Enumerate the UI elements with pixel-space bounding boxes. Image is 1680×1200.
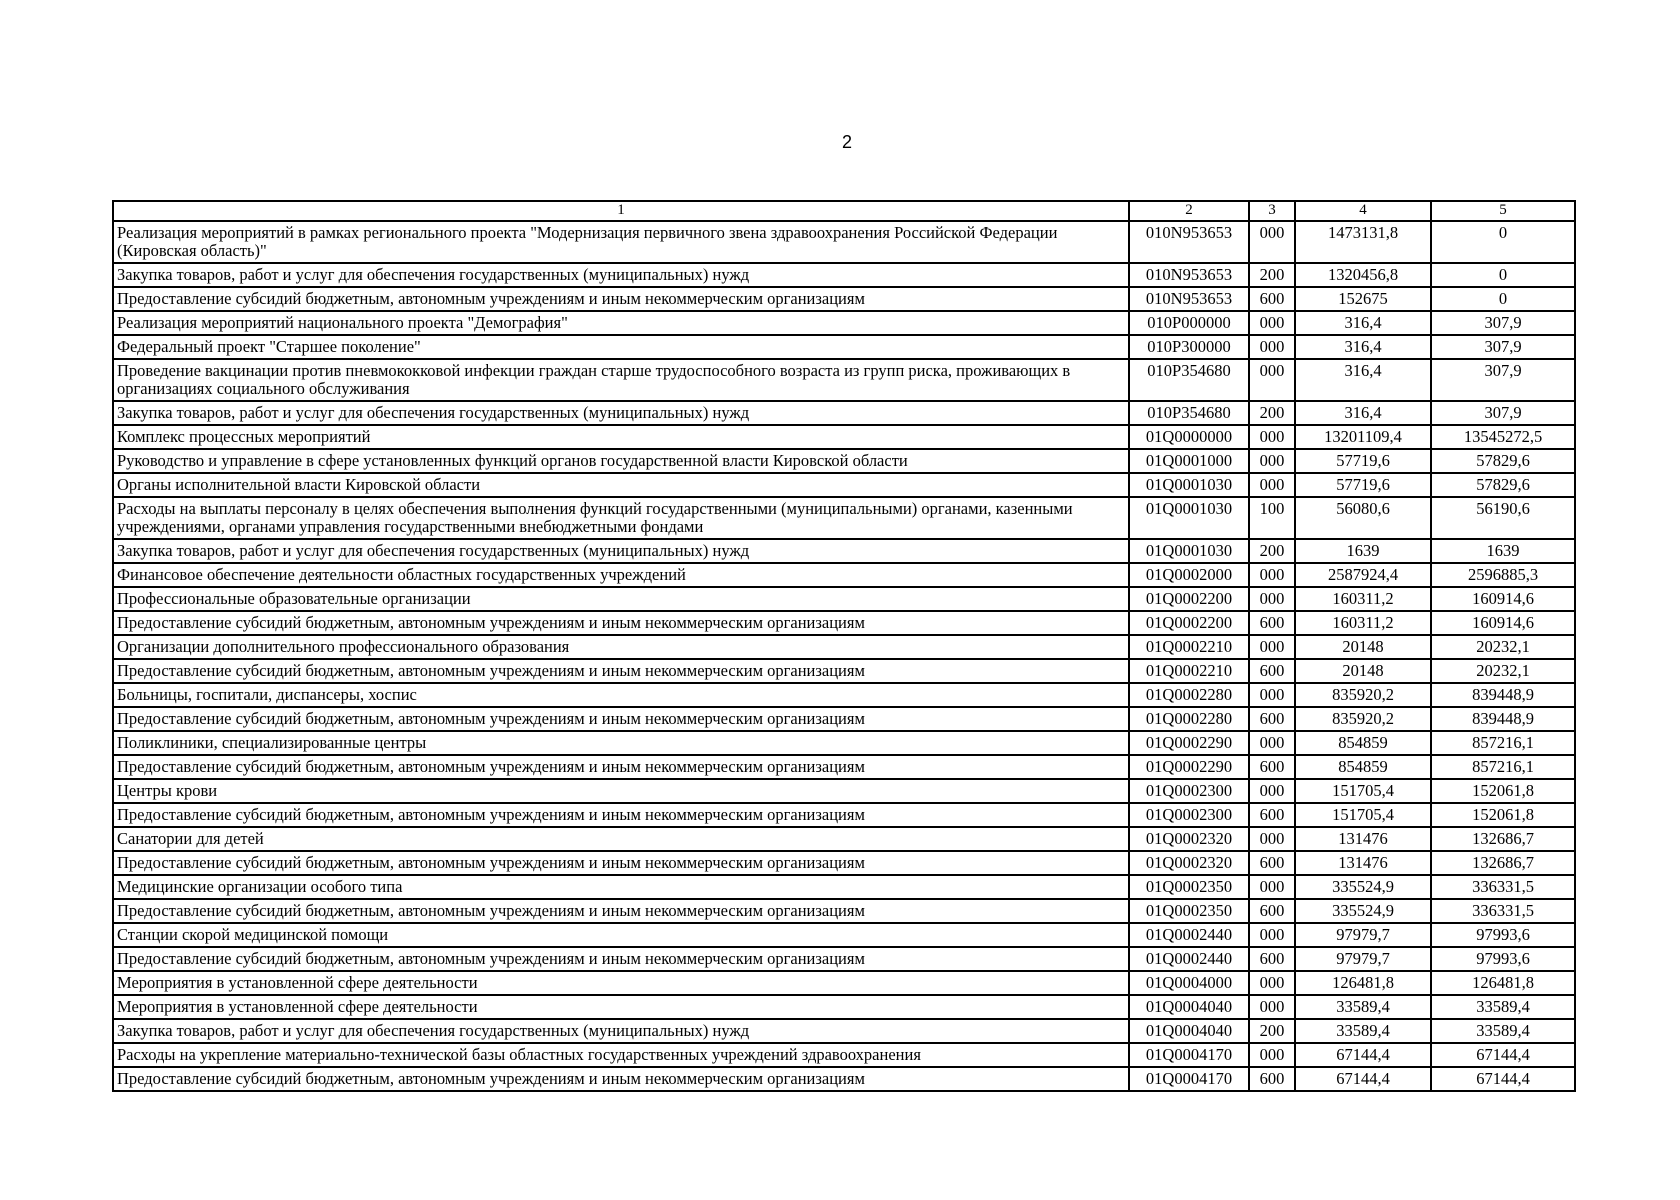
row-code-cell: 01Q0002290 [1129,731,1249,755]
row-value-year1-cell: 335524,9 [1295,899,1431,923]
table-row [113,851,1575,875]
table-row [113,899,1575,923]
row-name-cell: Мероприятия в установленной сфере деятельности [113,995,1129,1019]
row-value-year1-cell: 20148 [1295,659,1431,683]
row-code-cell: 01Q0004040 [1129,1019,1249,1043]
row-value-year2-cell: 126481,8 [1431,971,1575,995]
row-name-cell: Органы исполнительной власти Кировской области [113,473,1129,497]
row-value-year2-cell: 0 [1431,263,1575,287]
row-value-year2-cell: 336331,5 [1431,875,1575,899]
row-code-cell: 01Q0002290 [1129,755,1249,779]
row-expense-type-cell: 000 [1249,359,1295,401]
row-value-year1-cell: 131476 [1295,851,1431,875]
row-value-year2-cell: 336331,5 [1431,899,1575,923]
table-row [113,335,1575,359]
row-value-year2-cell: 857216,1 [1431,755,1575,779]
row-code-cell: 01Q0001000 [1129,449,1249,473]
row-value-year1-cell: 151705,4 [1295,803,1431,827]
row-name-cell: Федеральный проект "Старшее поколение" [113,335,1129,359]
table-row [113,779,1575,803]
row-value-year1-cell: 1473131,8 [1295,221,1431,263]
row-name-cell: Санатории для детей [113,827,1129,851]
row-expense-type-cell: 100 [1249,497,1295,539]
row-code-cell: 01Q0004170 [1129,1043,1249,1067]
row-value-year2-cell: 33589,4 [1431,1019,1575,1043]
row-name-cell: Предоставление субсидий бюджетным, автономным учреждениям и иным некоммерческим организациям [113,899,1129,923]
page-number: 2 [841,132,852,152]
row-code-cell: 010P354680 [1129,401,1249,425]
row-expense-type-cell: 600 [1249,755,1295,779]
row-value-year2-cell: 152061,8 [1431,779,1575,803]
row-name-cell: Расходы на выплаты персоналу в целях обеспечения выполнения функций государственными (муниципальными) органами, казенными учреждениями, органами управления государственными внебюджетными фондами [113,497,1129,539]
table-row [113,731,1575,755]
table-row [113,563,1575,587]
row-value-year2-cell: 160914,6 [1431,587,1575,611]
row-expense-type-cell: 600 [1249,899,1295,923]
row-expense-type-cell: 600 [1249,659,1295,683]
table-row [113,659,1575,683]
table-row [113,287,1575,311]
row-value-year2-cell: 160914,6 [1431,611,1575,635]
row-expense-type-cell: 000 [1249,311,1295,335]
column-header: 1 [113,201,1129,221]
row-value-year2-cell: 97993,6 [1431,947,1575,971]
table-row [113,401,1575,425]
table-row [113,473,1575,497]
row-value-year1-cell: 151705,4 [1295,779,1431,803]
row-value-year2-cell: 67144,4 [1431,1067,1575,1091]
row-code-cell: 01Q0000000 [1129,425,1249,449]
row-value-year2-cell: 0 [1431,221,1575,263]
table-row [113,803,1575,827]
row-code-cell: 010P354680 [1129,359,1249,401]
row-code-cell: 01Q0002280 [1129,683,1249,707]
row-name-cell: Предоставление субсидий бюджетным, автономным учреждениям и иным некоммерческим организациям [113,1067,1129,1091]
row-code-cell: 01Q0001030 [1129,497,1249,539]
table-row [113,827,1575,851]
row-expense-type-cell: 000 [1249,995,1295,1019]
row-expense-type-cell: 200 [1249,401,1295,425]
row-value-year1-cell: 160311,2 [1295,611,1431,635]
row-expense-type-cell: 000 [1249,683,1295,707]
row-value-year1-cell: 33589,4 [1295,1019,1431,1043]
row-expense-type-cell: 000 [1249,923,1295,947]
row-code-cell: 01Q0004040 [1129,995,1249,1019]
row-value-year2-cell: 57829,6 [1431,473,1575,497]
row-expense-type-cell: 000 [1249,563,1295,587]
table-row [113,425,1575,449]
row-name-cell: Реализация мероприятий в рамках регионального проекта "Модернизация первичного звена здравоохранения Российской Федерации (Кировская область)" [113,221,1129,263]
row-name-cell: Мероприятия в установленной сфере деятельности [113,971,1129,995]
table-row [113,755,1575,779]
table-row [113,359,1575,401]
row-expense-type-cell: 600 [1249,707,1295,731]
row-name-cell: Комплекс процессных мероприятий [113,425,1129,449]
row-expense-type-cell: 600 [1249,803,1295,827]
row-name-cell: Реализация мероприятий национального проекта "Демография" [113,311,1129,335]
row-name-cell: Закупка товаров, работ и услуг для обеспечения государственных (муниципальных) нужд [113,1019,1129,1043]
row-expense-type-cell: 000 [1249,587,1295,611]
row-code-cell: 01Q0002440 [1129,923,1249,947]
row-code-cell: 01Q0002440 [1129,947,1249,971]
row-code-cell: 01Q0002300 [1129,803,1249,827]
row-value-year2-cell: 152061,8 [1431,803,1575,827]
row-expense-type-cell: 600 [1249,851,1295,875]
row-value-year1-cell: 835920,2 [1295,683,1431,707]
row-value-year1-cell: 1320456,8 [1295,263,1431,287]
table-row [113,971,1575,995]
row-value-year1-cell: 57719,6 [1295,449,1431,473]
row-value-year1-cell: 131476 [1295,827,1431,851]
row-name-cell: Расходы на укрепление материально-технической базы областных государственных учреждений здравоохранения [113,1043,1129,1067]
row-code-cell: 01Q0002320 [1129,851,1249,875]
row-expense-type-cell: 600 [1249,611,1295,635]
row-expense-type-cell: 000 [1249,635,1295,659]
row-value-year2-cell: 57829,6 [1431,449,1575,473]
table-header-row [113,201,1575,221]
table-row [113,635,1575,659]
row-value-year1-cell: 97979,7 [1295,923,1431,947]
row-value-year2-cell: 67144,4 [1431,1043,1575,1067]
row-value-year1-cell: 316,4 [1295,311,1431,335]
row-expense-type-cell: 600 [1249,947,1295,971]
row-name-cell: Предоставление субсидий бюджетным, автономным учреждениям и иным некоммерческим организациям [113,803,1129,827]
row-expense-type-cell: 000 [1249,971,1295,995]
column-header: 5 [1431,201,1575,221]
column-header: 3 [1249,201,1295,221]
table-row [113,587,1575,611]
table-row [113,311,1575,335]
table-row [113,221,1575,263]
row-code-cell: 01Q0002200 [1129,587,1249,611]
row-code-cell: 01Q0002320 [1129,827,1249,851]
row-value-year1-cell: 160311,2 [1295,587,1431,611]
row-name-cell: Медицинские организации особого типа [113,875,1129,899]
row-expense-type-cell: 000 [1249,335,1295,359]
row-code-cell: 01Q0001030 [1129,539,1249,563]
row-value-year1-cell: 13201109,4 [1295,425,1431,449]
row-value-year1-cell: 316,4 [1295,401,1431,425]
row-name-cell: Больницы, госпитали, диспансеры, хоспис [113,683,1129,707]
row-code-cell: 010N953653 [1129,263,1249,287]
row-value-year1-cell: 854859 [1295,755,1431,779]
row-expense-type-cell: 200 [1249,1019,1295,1043]
row-code-cell: 01Q0002210 [1129,659,1249,683]
row-name-cell: Закупка товаров, работ и услуг для обеспечения государственных (муниципальных) нужд [113,263,1129,287]
row-value-year1-cell: 316,4 [1295,359,1431,401]
row-name-cell: Предоставление субсидий бюджетным, автономным учреждениям и иным некоммерческим организациям [113,707,1129,731]
row-name-cell: Предоставление субсидий бюджетным, автономным учреждениям и иным некоммерческим организациям [113,755,1129,779]
row-expense-type-cell: 000 [1249,1043,1295,1067]
row-name-cell: Поликлиники, специализированные центры [113,731,1129,755]
row-code-cell: 01Q0002210 [1129,635,1249,659]
table-row [113,449,1575,473]
row-code-cell: 01Q0004000 [1129,971,1249,995]
row-value-year1-cell: 854859 [1295,731,1431,755]
row-name-cell: Закупка товаров, работ и услуг для обеспечения государственных (муниципальных) нужд [113,401,1129,425]
row-value-year2-cell: 2596885,3 [1431,563,1575,587]
row-value-year1-cell: 57719,6 [1295,473,1431,497]
table-row [113,995,1575,1019]
row-value-year2-cell: 839448,9 [1431,707,1575,731]
row-value-year2-cell: 857216,1 [1431,731,1575,755]
row-value-year1-cell: 835920,2 [1295,707,1431,731]
row-code-cell: 01Q0002350 [1129,899,1249,923]
table-row [113,539,1575,563]
row-value-year1-cell: 335524,9 [1295,875,1431,899]
row-name-cell: Предоставление субсидий бюджетным, автономным учреждениям и иным некоммерческим организациям [113,611,1129,635]
row-value-year2-cell: 307,9 [1431,311,1575,335]
row-name-cell: Станции скорой медицинской помощи [113,923,1129,947]
table-row [113,923,1575,947]
table-row [113,1067,1575,1091]
table-row [113,875,1575,899]
row-value-year2-cell: 20232,1 [1431,659,1575,683]
table-row [113,1043,1575,1067]
row-expense-type-cell: 000 [1249,827,1295,851]
row-code-cell: 010N953653 [1129,221,1249,263]
row-value-year2-cell: 33589,4 [1431,995,1575,1019]
row-value-year2-cell: 132686,7 [1431,851,1575,875]
table-row [113,263,1575,287]
row-name-cell: Предоставление субсидий бюджетным, автономным учреждениям и иным некоммерческим организациям [113,659,1129,683]
row-code-cell: 010P300000 [1129,335,1249,359]
row-value-year1-cell: 20148 [1295,635,1431,659]
row-expense-type-cell: 000 [1249,731,1295,755]
row-value-year2-cell: 13545272,5 [1431,425,1575,449]
row-name-cell: Финансовое обеспечение деятельности областных государственных учреждений [113,563,1129,587]
table-row [113,683,1575,707]
row-value-year2-cell: 307,9 [1431,401,1575,425]
row-name-cell: Предоставление субсидий бюджетным, автономным учреждениям и иным некоммерческим организациям [113,851,1129,875]
row-value-year1-cell: 97979,7 [1295,947,1431,971]
row-expense-type-cell: 200 [1249,539,1295,563]
row-expense-type-cell: 600 [1249,287,1295,311]
budget-table [112,200,1576,1092]
row-name-cell: Проведение вакцинации против пневмококковой инфекции граждан старше трудоспособного возраста из групп риска, проживающих в организациях социального обслуживания [113,359,1129,401]
row-value-year2-cell: 0 [1431,287,1575,311]
row-value-year1-cell: 56080,6 [1295,497,1431,539]
row-name-cell: Профессиональные образовательные организации [113,587,1129,611]
row-expense-type-cell: 000 [1249,473,1295,497]
row-code-cell: 01Q0002300 [1129,779,1249,803]
row-name-cell: Закупка товаров, работ и услуг для обеспечения государственных (муниципальных) нужд [113,539,1129,563]
row-value-year1-cell: 1639 [1295,539,1431,563]
row-value-year2-cell: 1639 [1431,539,1575,563]
table-body [113,221,1575,1091]
column-header: 4 [1295,201,1431,221]
row-value-year2-cell: 20232,1 [1431,635,1575,659]
row-value-year2-cell: 132686,7 [1431,827,1575,851]
row-value-year2-cell: 307,9 [1431,359,1575,401]
table-row [113,1019,1575,1043]
row-code-cell: 01Q0002200 [1129,611,1249,635]
row-value-year2-cell: 839448,9 [1431,683,1575,707]
row-expense-type-cell: 000 [1249,425,1295,449]
row-value-year1-cell: 2587924,4 [1295,563,1431,587]
row-expense-type-cell: 000 [1249,221,1295,263]
row-code-cell: 01Q0004170 [1129,1067,1249,1091]
table-row [113,611,1575,635]
row-name-cell: Организации дополнительного профессионального образования [113,635,1129,659]
row-value-year1-cell: 67144,4 [1295,1043,1431,1067]
row-value-year1-cell: 126481,8 [1295,971,1431,995]
row-expense-type-cell: 000 [1249,779,1295,803]
row-code-cell: 01Q0002000 [1129,563,1249,587]
row-expense-type-cell: 200 [1249,263,1295,287]
row-code-cell: 01Q0002350 [1129,875,1249,899]
row-code-cell: 010N953653 [1129,287,1249,311]
row-code-cell: 01Q0002280 [1129,707,1249,731]
row-expense-type-cell: 000 [1249,449,1295,473]
row-name-cell: Руководство и управление в сфере установленных функций органов государственной власти Кировской области [113,449,1129,473]
row-name-cell: Центры крови [113,779,1129,803]
row-expense-type-cell: 000 [1249,875,1295,899]
row-value-year2-cell: 97993,6 [1431,923,1575,947]
table-row [113,707,1575,731]
row-code-cell: 01Q0001030 [1129,473,1249,497]
row-value-year1-cell: 152675 [1295,287,1431,311]
row-name-cell: Предоставление субсидий бюджетным, автономным учреждениям и иным некоммерческим организациям [113,287,1129,311]
row-value-year2-cell: 307,9 [1431,335,1575,359]
row-expense-type-cell: 600 [1249,1067,1295,1091]
row-value-year1-cell: 67144,4 [1295,1067,1431,1091]
row-value-year2-cell: 56190,6 [1431,497,1575,539]
row-value-year1-cell: 316,4 [1295,335,1431,359]
row-value-year1-cell: 33589,4 [1295,995,1431,1019]
row-name-cell: Предоставление субсидий бюджетным, автономным учреждениям и иным некоммерческим организациям [113,947,1129,971]
table-row [113,497,1575,539]
column-header: 2 [1129,201,1249,221]
row-code-cell: 010P000000 [1129,311,1249,335]
table-row [113,947,1575,971]
